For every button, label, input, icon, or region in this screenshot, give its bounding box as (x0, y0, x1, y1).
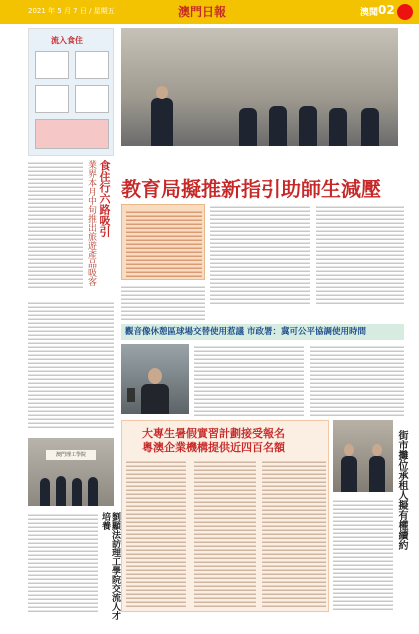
headline-tourism-main: 食住行六路吸引 (98, 160, 111, 237)
main-headline: 教育局擬推新指引助師生減壓 (121, 177, 381, 201)
issue-date: 2021 年 5 月 7 日 / 星期五 (28, 7, 115, 15)
poster-card (35, 51, 69, 79)
article-text (121, 284, 205, 320)
poster-card (75, 51, 109, 79)
article-text (210, 204, 310, 304)
poster-card (35, 119, 109, 149)
person-figure (369, 456, 385, 492)
person-head (156, 86, 168, 99)
article-text (28, 512, 98, 612)
article-text (28, 300, 114, 430)
poster-card (35, 85, 69, 113)
internship-headline-2: 粵澳企業機構提供近四百名額 (142, 441, 285, 454)
headline-tourism-sub: 業界本月中旬推出旅遊產品吸客 (86, 160, 96, 286)
summary-box (121, 204, 205, 280)
person-figure (88, 477, 98, 506)
summary-text (126, 209, 202, 277)
newspaper-logo: 澳門日報 (178, 5, 227, 19)
tourism-poster (28, 28, 114, 156)
interview-photo (121, 344, 189, 414)
headline-institute: 劉顯法訪理工學院交流人才培養 (100, 512, 120, 620)
person-figure (341, 456, 357, 492)
brand-icon (397, 4, 413, 20)
person-figure (361, 108, 379, 146)
person-head (372, 444, 382, 456)
article-text (310, 344, 404, 416)
person-figure (239, 108, 257, 146)
institute-photo (28, 438, 114, 506)
sub-headline: 觀音像休憩區球場交替使用惹議 市政署：冀可公平協調使用時間 (125, 327, 366, 337)
person-head (148, 368, 162, 384)
article-text (28, 160, 83, 290)
article-text (126, 459, 186, 609)
person-figure (269, 106, 287, 146)
person-figure (56, 476, 66, 506)
person-figure (72, 478, 82, 506)
poster-card (75, 85, 109, 113)
article-text (194, 344, 304, 416)
internship-headline-1: 大專生暑假實習計劃接受報名 (142, 427, 285, 440)
page-number: 02 (378, 3, 395, 17)
article-text (194, 459, 256, 609)
article-text (262, 459, 326, 609)
article-text (316, 204, 404, 304)
page-header (0, 0, 419, 24)
person-figure (141, 384, 169, 414)
poster-title: 流入食住 (51, 36, 83, 45)
institute-sign: 澳門理工學院 (46, 450, 96, 460)
section-name: 澳聞 (360, 8, 379, 18)
side-headline: 街市攤位承租人擬有權續約 (396, 430, 407, 550)
person-figure (151, 98, 173, 146)
person-figure (299, 106, 317, 146)
education-meeting-photo (121, 28, 398, 146)
microphone-icon (127, 388, 135, 402)
person-head (344, 444, 354, 456)
internship-box (121, 420, 329, 612)
person-figure (329, 108, 347, 146)
market-meeting-photo (333, 420, 393, 492)
sub-banner (121, 324, 404, 340)
article-text (333, 498, 393, 612)
person-figure (40, 478, 50, 506)
